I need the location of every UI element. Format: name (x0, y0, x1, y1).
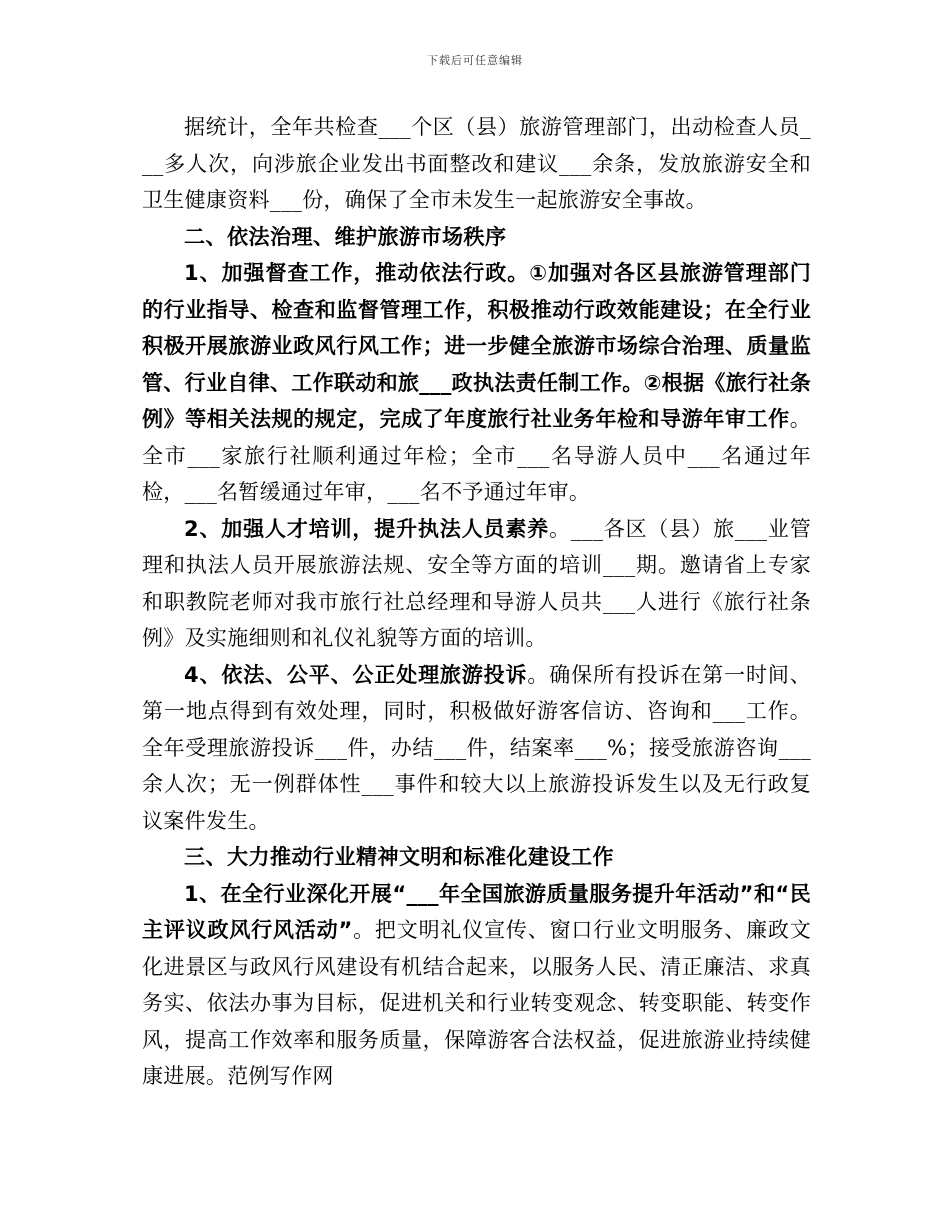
paragraph-complaints-lead: 4、依法、公平、公正处理旅游投诉 (184, 662, 528, 687)
paragraph-quality-text: 。把文明礼仪宣传、窗口行业文明服务、廉政文化进景区与政风行风建设有机结合起来，以服务人民、清正廉洁、求真务实、依法办事为目标，促进机关和行业转变观念、转变职能、转变作风，提高工作效率和服务质量，保障游客合法权益，促进旅游业持续健康进展。范例写作网 (142, 918, 811, 1088)
page-header: 下载后可任意编辑 (427, 54, 523, 67)
section-heading-3-text: 三、大力推动行业精神文明和标准化建设工作 (184, 845, 614, 869)
paragraph-complaints (142, 657, 811, 840)
paragraph-statistics (142, 109, 811, 219)
section-heading-2 (142, 219, 811, 256)
paragraph-training-lead: 2、加强人才培训，提升执法人员素养 (184, 516, 550, 541)
paragraph-training-text: 。___各区（县）旅___业管理和执法人员开展旅游法规、安全等方面的培训___期。邀请省上专家和职教院老师对我市旅行社总经理和导游人员共___人进行《旅行社条例》及实施细则和礼仪礼貌等方面的培训。 (142, 516, 812, 650)
paragraph-complaints-text: 。确保所有投诉在第一时间、第一地点得到有效处理，同时，积极做好游客信访、咨询和___工作。全年受理旅游投诉___件，办结___件，结案率___%；接受旅游咨询___余人次；无一例群体性___事件和较大以上旅游投诉发生以及无行政复议案件发生。 (142, 662, 811, 833)
section-heading-3 (142, 839, 811, 876)
paragraph-quality (142, 876, 811, 1095)
paragraph-training (142, 511, 811, 657)
paragraph-statistics-text: 据统计，全年共检查___个区（县）旅游管理部门，出动检查人员___多人次，向涉旅企业发出书面整改和建议___余条，发放旅游安全和卫生健康资料___份，确保了全市未发生一起旅游安全事故。 (142, 115, 811, 212)
paragraph-quality-lead: 1、在全行业深化开展“___年全国旅游质量服务提升年活动”和“民主评议政风行风活动” (142, 881, 811, 942)
paragraph-supervision (142, 255, 811, 511)
paragraph-supervision-text: 。全市___家旅行社顺利通过年检；全市___名导游人员中___名通过年检，___名暂缓通过年审，___名不予通过年审。 (142, 407, 811, 504)
document-body (142, 109, 811, 1095)
paragraph-supervision-lead: 1、加强督查工作，推动依法行政。①加强对各区县旅游管理部门的行业指导、检查和监督管理工作，积极推动行政效能建设；在全行业积极开展旅游业政风行风工作；进一步健全旅游市场综合治理、质量监管、行业自律、工作联动和旅___政执法责任制工作。②根据《旅行社条例》等相关法规的规定，完成了年度旅行社业务年检和导游年审工作 (142, 261, 811, 431)
section-heading-2-text: 二、依法治理、维护旅游市场秩序 (184, 224, 507, 249)
